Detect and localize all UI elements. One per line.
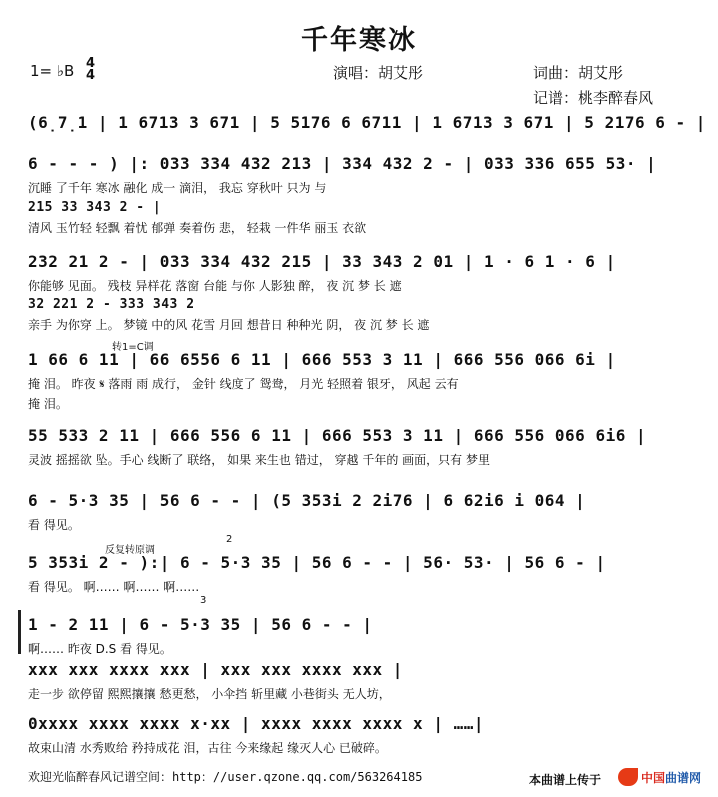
notes-line-9: xxx xxx xxxx xxx | xxx xxx xxxx xxx | (28, 660, 403, 679)
score-line-1 (28, 113, 706, 132)
lyrics-line-4b: 掩 泪。 (28, 397, 68, 411)
notes-line-3: 232 21 2 - | 033 334 432 215 | 33 343 2 01 | 1 · 6 1 · 6 | (28, 252, 616, 271)
logo-text-red: 中国 (641, 770, 666, 785)
notes-line-10: 0xxxx xxxx xxxx x·xx | xxxx xxxx xxxx x | ……| (28, 714, 484, 733)
lyrics-line-2c: 清风 玉竹轻 轻飘 着忧 郁弹 奏着伤 悲， 轻栽 一件华 丽玉 衣欲 (28, 221, 367, 235)
logo-icon (618, 768, 638, 786)
score-line-2 (28, 154, 694, 236)
notes-line-6: 6 - 5·3 35 | 56 6 - - | (5 353i 2 2i76 | 6 62i6 i 064 | (28, 491, 586, 510)
score-line-4 (28, 350, 694, 412)
score-line-6 (28, 491, 694, 533)
notes-line-2b: 215 33 343 2 - | (28, 200, 162, 215)
score-line-8 (28, 615, 694, 657)
notes-line-1: (6̣7̣1 | 1 6713 3 671 | 5 5176 6 6711 | 1 6713 3 671 | 5 2176 6 - | (28, 113, 706, 132)
lyrics-line-3c: 亲手 为你穿 上。 梦镜 中的风 花雪 月回 想昔日 种种光 阴， 夜 沉 梦 长 遮 (28, 318, 430, 332)
lyrics-line-10: 故束山清 水秀败给 矜持成花 泪，古往 今来缘起 缘灭人心 已破碎。 (28, 741, 387, 755)
upload-notice: 本曲谱上传于 (529, 773, 602, 787)
lyrics-line-7: 看 得见。 啊…… 啊…… 啊…… (28, 580, 200, 594)
notes-line-2: 6 - - - ) |: 033 334 432 213 | 334 432 2 - | 033 336 655 53· | (28, 154, 657, 173)
score-line-3 (28, 252, 694, 333)
footer-space-link[interactable]: 欢迎光临醉春风记谱空间：http：//user.qzone.qq.com/563264185 (28, 770, 423, 784)
score-line-5 (28, 426, 694, 468)
key-signature: 1= ♭B (30, 62, 75, 80)
lyrics-line-9: 走一步 欲停留 熙熙攘攘 愁更愁， 小伞挡 斩里藏 小巷街头 无人坊， (28, 687, 391, 701)
volta-3-label: 3 (200, 595, 207, 606)
notes-line-3b: 32 221 2 - 333 343 2 (28, 297, 195, 312)
time-signature-bottom: 4 (86, 68, 96, 83)
time-signature (86, 58, 95, 82)
lyrics-line-2a: 沉睡 了千年 寒冰 融化 成一 滴泪， 我忘 穿秋叶 只为 与 (28, 181, 327, 195)
staff-bracket (18, 610, 21, 654)
repeat-annotation: 反复转原调 (105, 545, 155, 556)
score-line-10 (28, 714, 694, 756)
lyrics-line-4a: 掩 泪。 昨夜 𝄋 落雨 雨 成行， 金针 线度了 鸳鸯， 月光 轻照着 银牙， 风起 云有 (28, 377, 459, 391)
logo-text (641, 769, 701, 786)
notes-line-5: 55 533 2 11 | 666 556 6 11 | 666 553 3 11 | 666 556 066 6i6 | (28, 426, 647, 445)
score-line-9 (28, 660, 694, 702)
notes-line-8: 1 - 2 11 | 6 - 5·3 35 | 56 6 - - | (28, 615, 373, 634)
notes-line-4: 1 66 6 11 | 66 6556 6 11 | 666 553 3 11 | 666 556 066 6i | (28, 350, 616, 369)
time-signature-top: 4 (86, 56, 96, 71)
transcriber-credit: 记谱：桃李醉春风 (533, 89, 654, 107)
lyrics-line-3a: 你能够 见面。 残枝 异样花 落窗 台能 与你 人影独 醉， 夜 沉 梦 长 遮 (28, 279, 402, 293)
volta-2-label: 2 (226, 534, 233, 545)
lyrics-line-8: 啊…… 昨夜 D.S 看 得见。 (28, 642, 172, 656)
composer-credit: 词曲：胡艾彤 (533, 64, 624, 82)
modulation-annotation: 转1=C调 (112, 342, 154, 353)
score-line-7 (28, 553, 694, 595)
notes-line-7: 5 353i 2 - ):| 6 - 5·3 35 | 56 6 - - | 56· 53· | 56 6 - | (28, 553, 606, 572)
lyrics-line-6: 看 得见。 (28, 518, 80, 532)
singer-credit: 演唱：胡艾彤 (333, 64, 424, 82)
page-title: 千年寒冰 (301, 25, 417, 56)
site-logo[interactable] (618, 767, 710, 787)
logo-text-blue: 曲谱网 (665, 770, 702, 785)
lyrics-line-5: 灵波 摇摇欲 坠。手心 线断了 联络， 如果 来生也 错过， 穿越 千年的 画面，只有 梦里 (28, 453, 490, 467)
